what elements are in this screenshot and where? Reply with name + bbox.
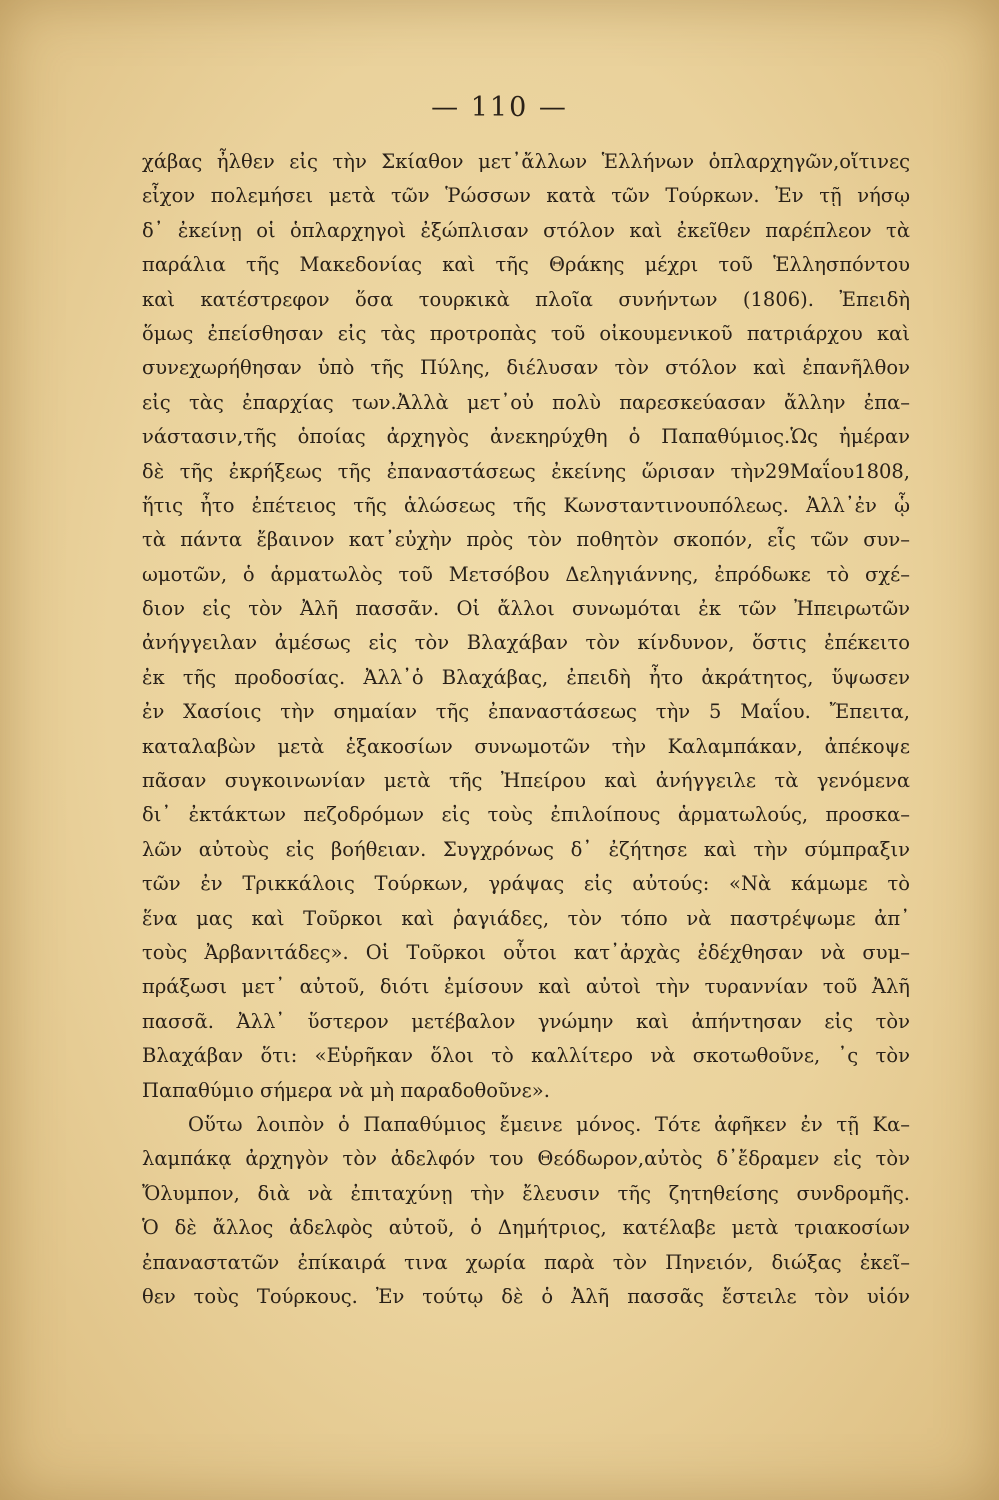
paragraph-end-line: Παπαθύμιο σήμερα νὰ μὴ παραδοθοῦνε». (142, 1078, 550, 1102)
text-line: λῶν αὐτοὺς εἰς βοήθειαν. Συγχρόνως δ᾽ ἐζήτησε καὶ τὴν σύμπραξιν (142, 837, 910, 861)
body-text (142, 145, 910, 1314)
text-line: ἥτις ἦτο ἐπέτειος τῆς ἁλώσεως τῆς Κωνσταντινουπόλεως. Ἀλλ᾽ἐν ᾧ (142, 493, 910, 517)
text-line: καὶ κατέστρεφον ὅσα τουρκικὰ πλοῖα συνήντων (1806). Ἐπειδὴ (142, 287, 910, 311)
text-line: ὅμως ἐπείσθησαν εἰς τὰς προτροπὰς τοῦ οἰκουμενικοῦ πατριάρχου καὶ (142, 321, 910, 345)
text-line: πράξωσι μετ᾽ αὐτοῦ, διότι ἐμίσουν καὶ αὐτοὶ τὴν τυραννίαν τοῦ Ἀλῆ (142, 975, 910, 999)
text-line: εἰς τὰς ἐπαρχίας των.Ἀλλὰ μετ᾽οὐ πολὺ παρεσκεύασαν ἄλλην ἐπα– (142, 390, 910, 414)
text-line: συνεχωρήθησαν ὑπὸ τῆς Πύλης, διέλυσαν τὸν στόλον καὶ ἐπανῆλθον (142, 356, 910, 380)
text-line: θεν τοὺς Τούρκους. Ἐν τούτῳ δὲ ὁ Ἀλῆ πασσᾶς ἔστειλε τὸν υἱόν (142, 1284, 910, 1308)
text-line: πασσᾶ. Ἀλλ᾽ ὕστερον μετέβαλον γνώμην καὶ ἀπήντησαν εἰς τὸν (142, 1009, 910, 1033)
paragraph-start-line: Οὕτω λοιπὸν ὁ Παπαθύμιος ἔμεινε μόνος. Τότε ἀφῆκεν ἐν τῇ Κα– (188, 1112, 910, 1136)
text-line: τῶν ἐν Τρικκάλοις Τούρκων, γράψας εἰς αὐτούς: «Νὰ κάμωμε τὸ (142, 872, 910, 896)
text-line: καταλαβὼν μετὰ ἑξακοσίων συνωμοτῶν τὴν Καλαμπάκαν, ἀπέκοψε (142, 734, 910, 758)
text-line: ἀνήγγειλαν ἀμέσως εἰς τὸν Βλαχάβαν τὸν κίνδυνον, ὅστις ἐπέκειτο (142, 631, 910, 655)
page-number: — 110 — (431, 92, 568, 123)
text-line: δὲ τῆς ἐκρήξεως τῆς ἐπαναστάσεως ἐκείνης ὥρισαν τὴν29Μαΐου1808, (142, 459, 910, 483)
text-line: παράλια τῆς Μακεδονίας καὶ τῆς Θράκης μέχρι τοῦ Ἑλλησπόντου (142, 253, 910, 277)
text-line: Ὁ δὲ ἄλλος ἀδελφὸς αὐτοῦ, ὁ Δημήτριος, κατέλαβε μετὰ τριακοσίων (142, 1216, 910, 1240)
text-line: Βλαχάβαν ὅτι: «Εὑρῆκαν ὅλοι τὸ καλλίτερο νὰ σκοτωθοῦνε, ᾿ς τὸν (142, 1044, 910, 1068)
text-line: ωμοτῶν, ὁ ἁρματωλὸς τοῦ Μετσόβου Δεληγιάννης, ἐπρόδωκε τὸ σχέ– (142, 562, 910, 586)
text-line: τὰ πάντα ἔβαινον κατ᾽εὐχὴν πρὸς τὸν ποθητὸν σκοπόν, εἷς τῶν συν– (142, 528, 910, 552)
text-line: λαμπάκᾳ ἀρχηγὸν τὸν ἀδελφόν του Θεόδωρον,αὐτὸς δ᾽ἔδραμεν εἰς τὸν (142, 1147, 910, 1171)
text-line: ἐν Χασίοις τὴν σημαίαν τῆς ἐπαναστάσεως τὴν 5 Μαΐου. Ἔπειτα, (142, 700, 910, 724)
text-line: ἕνα μας καὶ Τοῦρκοι καὶ ῥαγιάδες, τὸν τόπο νὰ παστρέψωμε ἀπ᾽ (142, 906, 910, 930)
text-line: πᾶσαν συγκοινωνίαν μετὰ τῆς Ἠπείρου καὶ ἀνήγγειλε τὰ γενόμενα (142, 769, 910, 793)
text-line: Ὄλυμπον, διὰ νὰ ἐπιταχύνῃ τὴν ἔλευσιν τῆς ζητηθείσης συνδρομῆς. (142, 1181, 910, 1205)
text-line: νάστασιν,τῆς ὁποίας ἀρχηγὸς ἀνεκηρύχθη ὁ Παπαθύμιος.Ὡς ἡμέραν (142, 425, 910, 449)
text-line: τοὺς Ἀρβανιτάδες». Οἱ Τοῦρκοι οὗτοι κατ᾽ἀρχὰς ἐδέχθησαν νὰ συμ– (142, 940, 910, 964)
text-line: χάβας ἦλθεν εἰς τὴν Σκίαθον μετ᾽ἄλλων Ἑλλήνων ὁπλαρχηγῶν,οἵτινες (142, 150, 910, 173)
text-line: δ᾽ ἐκείνῃ οἱ ὁπλαρχηγοὶ ἐξώπλισαν στόλον καὶ ἐκεῖθεν παρέπλεον τὰ (142, 218, 910, 242)
text-line: εἶχον πολεμήσει μετὰ τῶν Ῥώσσων κατὰ τῶν Τούρκων. Ἐν τῇ νήσῳ (142, 184, 910, 208)
text-line: διον εἰς τὸν Ἀλῆ πασσᾶν. Οἱ ἄλλοι συνωμόται ἐκ τῶν Ἠπειρωτῶν (142, 597, 910, 621)
text-line: ἐκ τῆς προδοσίας. Ἀλλ᾽ὁ Βλαχάβας, ἐπειδὴ ἦτο ἀκράτητος, ὕψωσεν (142, 665, 910, 689)
text-line: δι᾽ ἐκτάκτων πεζοδρόμων εἰς τοὺς ἐπιλοίπους ἁρματωλούς, προσκα– (142, 803, 910, 827)
text-line: ἐπαναστατῶν ἐπίκαιρά τινα χωρία παρὰ τὸν Πηνειόν, διώξας ἐκεῖ– (142, 1250, 910, 1274)
